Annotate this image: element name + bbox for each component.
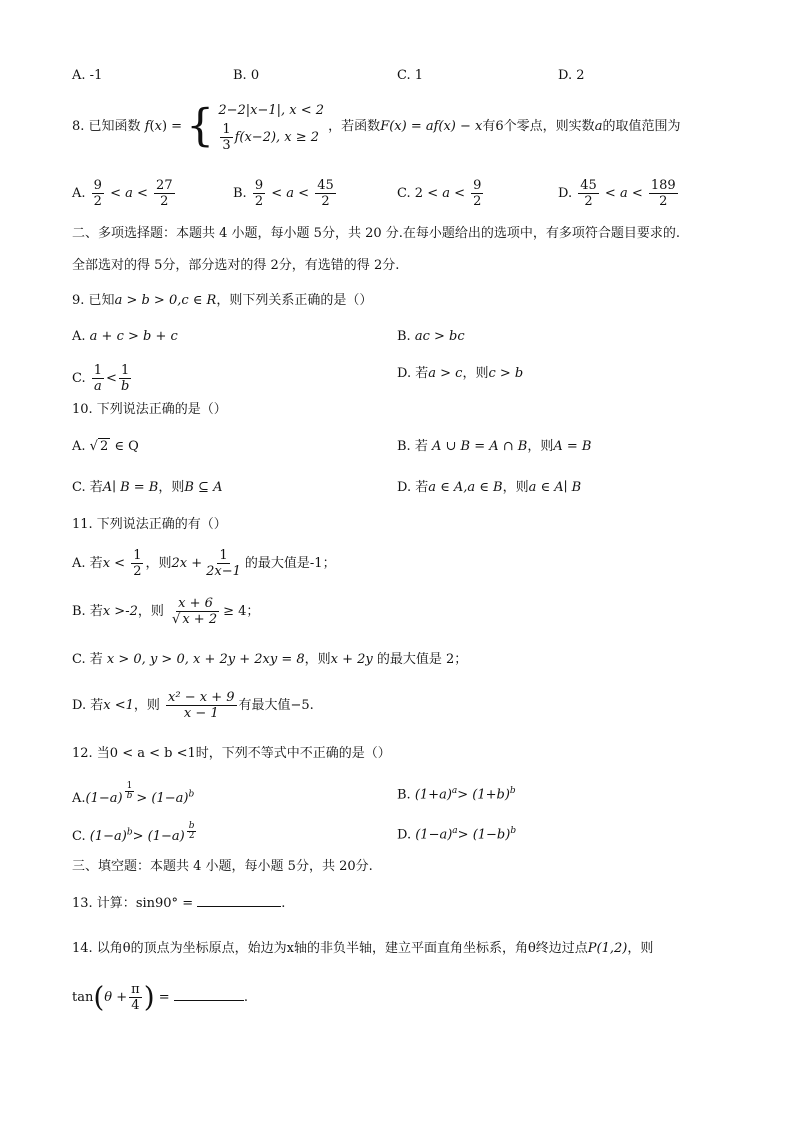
q11-option-d: D. 若x <1，则 $\frac{\text{x² − x + 9}}{x - 1}$ 有最大值−5. <box>72 690 314 721</box>
q8-stem: 8. 已知函数 f(x) = { 2−2|x−1|, x < 2 $\frac{1}{3}$ f(x−2), x ≥ 2 ，若函数F(x) = af(x) − x有6个零点，则实数a的取值范围为 <box>72 100 681 153</box>
q10-stem: 10. 下列说法正确的是（） <box>72 402 227 417</box>
section2-line1: 二、多项选择题：本题共 4 小题，每小题 5分，共 20 分.在每小题给出的选项中，有多项符合题目要求的. <box>72 226 681 241</box>
q7-option-d: D. 2 <box>558 68 585 83</box>
q10-option-a: A. √ 2 ∈ Q <box>72 439 139 454</box>
piecewise-function: 2−2|x−1|, x < 2 $\frac{1}{3}$ f(x−2), x ≥ 2 <box>218 103 325 153</box>
q7-options <box>72 67 102 85</box>
q10-option-d: D. 若a ∈ A,a ∈ B，则a ∈ A∣ B <box>397 480 582 495</box>
q10-option-b: B. 若 A ∪ B = A ∩ B，则A = B <box>397 439 592 454</box>
q9-option-b: B. ac > bc <box>397 329 465 344</box>
q13-answer-blank[interactable] <box>197 905 281 907</box>
q14-expression: tan(θ + $\frac{\pi}{4}$ ) = . <box>72 980 248 1014</box>
q7-option-c: C. 1 <box>397 68 424 83</box>
q13: 13. 计算：sin90° = . <box>72 896 286 911</box>
q14-answer-blank[interactable] <box>174 999 244 1001</box>
q9-option-d: D. 若a > c，则c > b <box>397 366 524 381</box>
q12-option-d: D. $(1-a)^a> (1-b)^b$ <box>397 826 517 843</box>
section2-line2: 全部选对的得 5分，部分选对的得 2分，有选错的得 2分. <box>72 258 400 273</box>
q11-stem: 11. 下列说法正确的有（） <box>72 517 227 532</box>
q8-option-c: C. 2 < a < $\frac{9}{2}$ <box>397 178 482 209</box>
q7-option-b: B. 0 <box>233 68 260 83</box>
q8-option-d: D. $\frac{45}{2}$ < a < $\frac{189}{2}$ <box>558 178 676 209</box>
q12-option-b: B. $(1+a)^a> (1+b)^b$ <box>397 786 516 803</box>
q12-option-c: C. $(1-a)^b> (1-a)$ $^{\frac{b}{2}}$ <box>72 821 195 844</box>
q11-option-b: B. 若x >-2，则 $\frac{x + 6}{√ x + 2}$ ≥ 4； <box>72 596 260 627</box>
q8-option-b: B. $\frac{9}{2}$ < a < $\frac{45}{2}$ <box>233 178 334 209</box>
q8-option-a: A. $\frac{9}{2}$ < a < $\frac{27}{2}$ <box>72 178 173 209</box>
q14-stem: 14. 以角θ的顶点为坐标原点，始边为x轴的非负半轴，建立平面直角坐标系，角θ终边过点P(1,2)，则 <box>72 941 654 956</box>
q7-option-a: A. -1 <box>72 68 103 83</box>
piecewise-brace: { <box>186 100 215 152</box>
section3-title: 三、填空题：本题共 4 小题，每小题 5分，共 20分. <box>72 859 373 874</box>
q9-stem: 9. 已知a > b > 0,c ∈ R，则下列关系正确的是（） <box>72 293 373 308</box>
q12-option-a: A.(1−a) $^{\frac{1}{b}}$ > $(1-a)^b$ <box>72 781 195 806</box>
q9-option-a: A. a + c > b + c <box>72 329 178 344</box>
q9-option-c: C. $\frac{1}{a}$ < $\frac{1}{b}$ <box>72 363 130 394</box>
q10-option-c: C. 若A∣ B = B，则B ⊆ A <box>72 480 223 495</box>
q12-stem: 12. 当0 < a < b <1时，下列不等式中不正确的是（） <box>72 746 391 761</box>
q11-option-c: C. 若 x > 0, y > 0, x + 2y + 2xy = 8，则x + 2y 的最大值是 2； <box>72 652 468 667</box>
q11-option-a: A. 若x < $\frac{1}{2}$ ，则2x + $\frac{1}{2x-1}$ 的最大值是-1； <box>72 548 336 579</box>
